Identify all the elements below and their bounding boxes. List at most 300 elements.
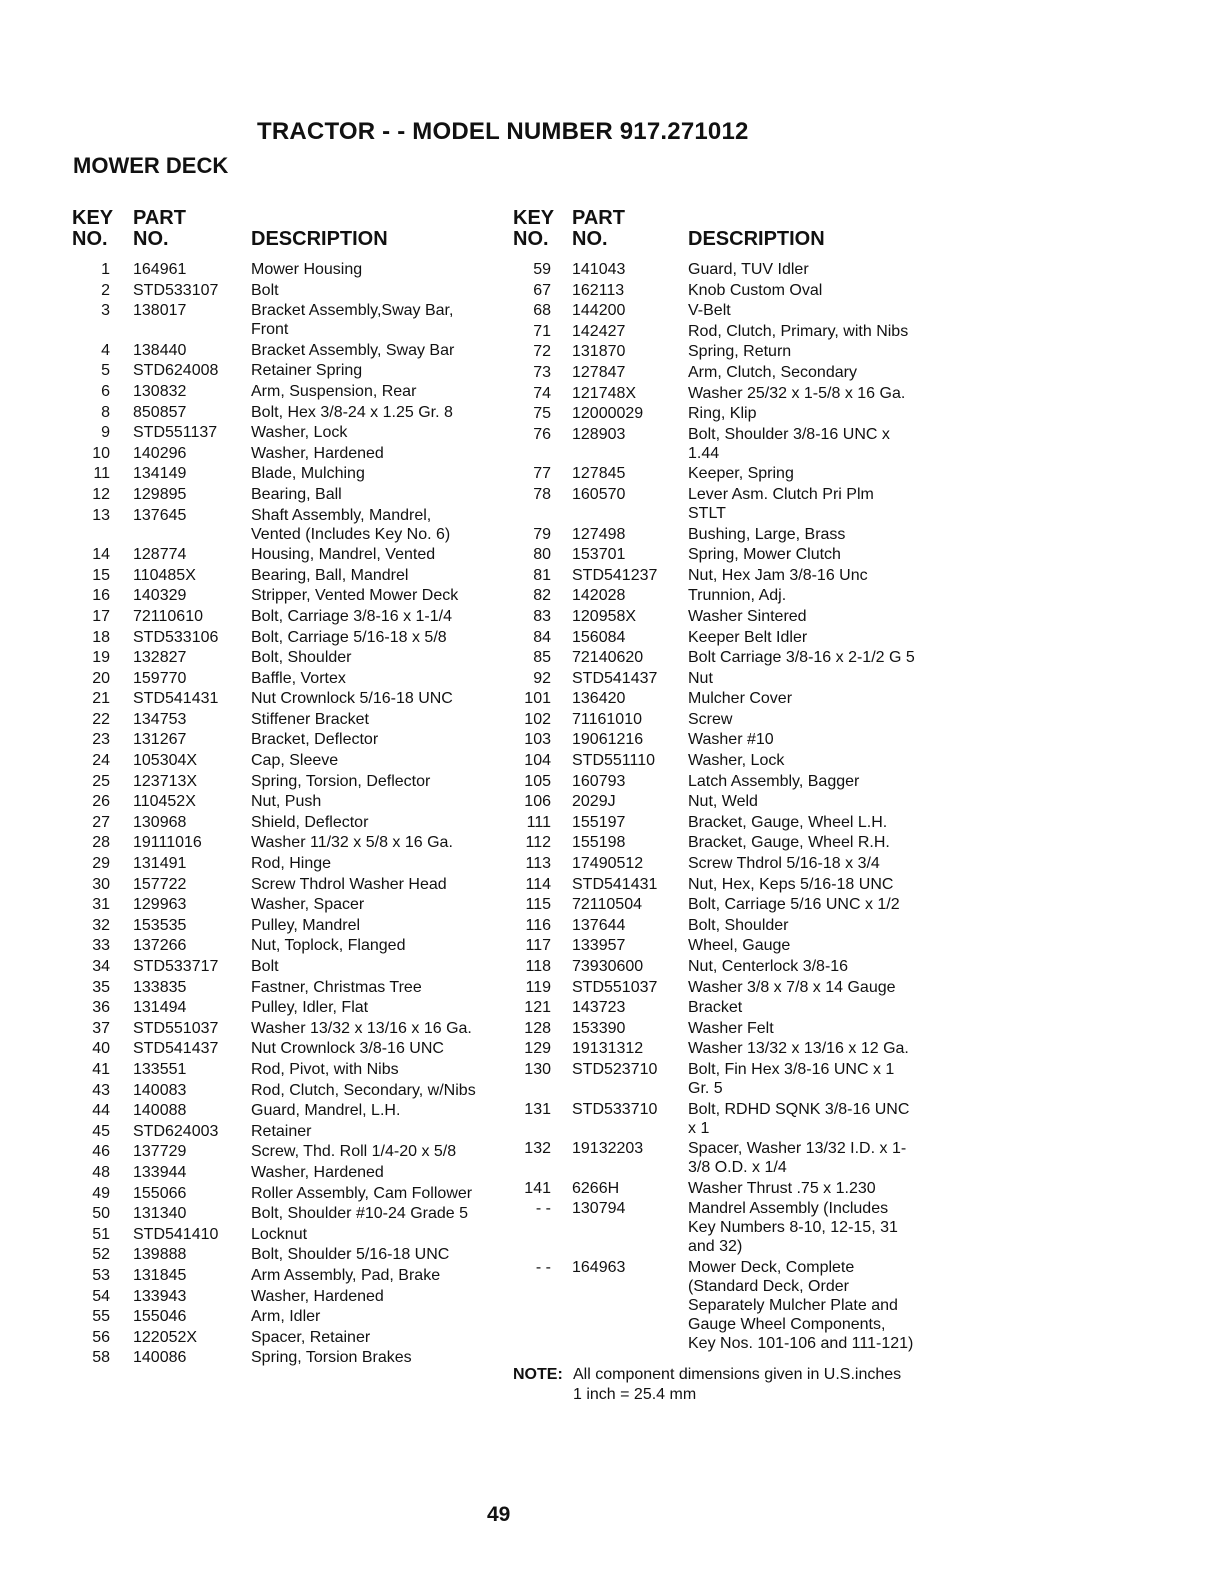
part-number: 134753 (133, 710, 187, 728)
table-row (70, 648, 500, 667)
part-number: STD523710 (572, 1060, 658, 1078)
part-number: 2029J (572, 793, 616, 811)
part-description: Bracket, Deflector (251, 731, 379, 749)
key-number: 34 (92, 958, 110, 975)
table-row (510, 833, 930, 852)
part-description: Bolt (251, 958, 279, 975)
part-number: 164963 (572, 1258, 626, 1276)
part-description: Lever Asm. Clutch Pri Plm STLT (688, 485, 874, 522)
table-row (70, 936, 500, 955)
part-number: 129963 (133, 896, 187, 914)
part-number: 139888 (133, 1246, 187, 1264)
part-number: STD541410 (133, 1225, 219, 1243)
header-part: PART (572, 207, 625, 229)
table-row (510, 342, 930, 361)
table-row (70, 978, 500, 997)
part-number: STD624003 (133, 1122, 219, 1140)
key-number: 106 (524, 793, 551, 811)
table-row (70, 1245, 500, 1264)
key-number: 30 (92, 875, 110, 893)
part-description: Washer Felt (688, 1019, 774, 1037)
header-key: KEY (72, 207, 114, 229)
part-description: Bolt, Shoulder #10-24 Grade 5 (251, 1205, 469, 1223)
part-description: Bolt, Fin Hex 3/8-16 UNC x 1 Gr. 5 (688, 1060, 895, 1097)
parts-list-left (70, 260, 500, 1367)
key-number: 15 (92, 566, 110, 584)
table-row (510, 792, 930, 811)
table-row (70, 403, 500, 422)
table-row (70, 566, 500, 585)
part-description: Washer Sintered (688, 607, 807, 625)
key-number: 114 (525, 875, 551, 893)
key-number: 82 (533, 587, 551, 605)
key-number: 45 (92, 1122, 110, 1140)
part-number: 130968 (133, 813, 187, 831)
header-key-no: NO. (513, 228, 549, 250)
key-number: 131 (524, 1100, 551, 1118)
part-description: Bolt, Carriage 3/8-16 x 1-1/4 (251, 607, 452, 625)
key-number: 68 (533, 302, 551, 320)
part-number: 72140620 (572, 649, 644, 667)
part-description: Keeper Belt Idler (688, 628, 808, 646)
part-number: 133551 (133, 1060, 187, 1078)
part-description: Bolt, Shoulder 3/8-16 UNC x 1.44 (688, 425, 890, 462)
table-row (70, 998, 500, 1017)
part-number: 850857 (133, 403, 187, 421)
table-row (510, 586, 930, 605)
key-number: 132 (524, 1140, 551, 1158)
part-description: Nut, Weld (688, 793, 758, 811)
part-description: Mower Deck, Complete (Standard Deck, Order Separately Mulcher Plate and Gauge Wheel Components, Key Nos. 101-106 and 111-121) (688, 1258, 914, 1352)
key-number: 29 (92, 855, 110, 873)
part-description: Bolt, Shoulder (688, 916, 789, 934)
part-number: 137266 (133, 937, 187, 955)
key-number: 54 (92, 1287, 110, 1305)
part-number: 137645 (133, 506, 187, 524)
part-description: Nut, Push (251, 793, 322, 811)
key-number: 23 (92, 731, 110, 749)
table-row (510, 1139, 930, 1177)
part-number: 160570 (572, 485, 626, 503)
key-number: 80 (533, 546, 551, 564)
part-number: 133944 (133, 1163, 187, 1181)
key-number: 56 (92, 1328, 110, 1346)
header-part-no: NO. (133, 228, 169, 250)
part-number: 153535 (133, 916, 187, 934)
section-title: MOWER DECK (73, 153, 229, 178)
table-row (70, 1204, 500, 1223)
key-number: 37 (92, 1019, 110, 1037)
table-row (510, 1039, 930, 1058)
table-row (70, 1328, 500, 1347)
part-number: 156084 (572, 628, 626, 646)
table-row (70, 1142, 500, 1161)
table-row (510, 281, 930, 300)
table-row (510, 916, 930, 935)
part-description: Rod, Clutch, Primary, with Nibs (688, 322, 909, 340)
part-number: 153701 (572, 546, 626, 564)
key-number: 46 (92, 1143, 110, 1161)
part-number: 130794 (572, 1200, 626, 1218)
table-row (70, 710, 500, 729)
part-number: STD541437 (133, 1040, 219, 1058)
part-number: 134149 (133, 465, 187, 483)
table-row (70, 772, 500, 791)
key-number: 141 (524, 1179, 551, 1197)
table-row (70, 607, 500, 626)
table-row (70, 423, 500, 442)
part-description: Pulley, Idler, Flat (251, 999, 369, 1017)
parts-column-right (510, 208, 930, 1355)
part-number: 144200 (572, 302, 626, 320)
part-description: Arm Assembly, Pad, Brake (251, 1266, 441, 1284)
part-description: Nut Crownlock 5/16-18 UNC (251, 690, 453, 708)
part-description: Roller Assembly, Cam Follower (251, 1184, 473, 1202)
key-number: 104 (524, 752, 551, 770)
part-description: Washer, Lock (688, 752, 785, 770)
table-row (70, 833, 500, 852)
key-number: 130 (524, 1060, 551, 1078)
key-number: 71 (533, 322, 551, 340)
key-number: 44 (92, 1102, 110, 1120)
key-number: 48 (92, 1163, 110, 1181)
part-description: Rod, Clutch, Secondary, w/Nibs (251, 1081, 476, 1099)
part-description: Nut (688, 669, 713, 687)
part-number: STD541431 (572, 875, 658, 893)
part-number: 137644 (572, 916, 626, 934)
key-number: 116 (525, 916, 551, 934)
part-number: 72110610 (133, 607, 203, 625)
part-number: 120958X (572, 607, 637, 625)
table-row (510, 648, 930, 667)
key-number: 8 (101, 403, 110, 421)
column-header (510, 208, 930, 256)
note-line-2: 1 inch = 25.4 mm (573, 1386, 697, 1403)
key-number: 105 (524, 772, 551, 790)
part-description: Nut, Hex, Keps 5/16-18 UNC (688, 875, 894, 893)
table-row (510, 607, 930, 626)
table-row (70, 1060, 500, 1079)
part-description: Arm, Clutch, Secondary (688, 363, 857, 381)
key-number: 16 (92, 587, 110, 605)
key-number: 22 (92, 710, 110, 728)
table-row (510, 464, 930, 483)
part-description: Blade, Mulching (251, 465, 365, 483)
part-description: Fastner, Christmas Tree (251, 978, 422, 996)
part-description: Spacer, Washer 13/32 I.D. x 1- 3/8 O.D. x 1/4 (688, 1140, 907, 1177)
key-number: 77 (533, 465, 551, 483)
part-number: 122052X (133, 1328, 198, 1346)
key-number: 81 (533, 566, 551, 584)
part-number: 140088 (133, 1102, 187, 1120)
key-number: 2 (101, 281, 110, 299)
part-description: Rod, Hinge (251, 855, 332, 873)
table-row (510, 566, 930, 585)
part-description: Nut, Centerlock 3/8-16 (688, 958, 849, 975)
part-number: 110452X (133, 793, 196, 811)
header-description: DESCRIPTION (688, 228, 825, 250)
part-number: 71161010 (572, 710, 642, 728)
table-row (70, 875, 500, 894)
part-number: 110485X (133, 566, 196, 584)
table-row (70, 669, 500, 688)
key-number: 83 (533, 607, 551, 625)
part-description: Bolt, Carriage 5/16-18 x 5/8 (251, 628, 447, 646)
part-number: 128903 (572, 425, 626, 443)
part-description: Spring, Return (688, 343, 792, 361)
key-number: 18 (92, 628, 110, 646)
part-number: 162113 (572, 281, 625, 299)
key-number: 25 (92, 772, 110, 790)
key-number: 102 (524, 710, 551, 728)
part-number: 133943 (133, 1287, 187, 1305)
part-description: Retainer Spring (251, 362, 363, 380)
key-number: 27 (92, 813, 110, 831)
table-row (70, 895, 500, 914)
table-row (510, 1100, 930, 1138)
part-description: Washer, Lock (251, 424, 348, 442)
part-number: STD533107 (133, 281, 219, 299)
part-number: 140086 (133, 1349, 187, 1367)
table-row (70, 689, 500, 708)
part-description: Spring, Torsion, Deflector (251, 772, 431, 790)
key-number: 79 (533, 525, 551, 543)
table-row (70, 382, 500, 401)
table-row (510, 545, 930, 564)
part-description: Washer, Hardened (251, 444, 384, 462)
part-description: Guard, TUV Idler (688, 261, 809, 278)
part-number: 164961 (133, 261, 187, 278)
part-number: 131267 (133, 731, 187, 749)
table-row (70, 628, 500, 647)
table-row (70, 1266, 500, 1285)
part-description: Nut, Hex Jam 3/8-16 Unc (688, 566, 868, 584)
table-row (510, 1258, 930, 1353)
part-description: Bracket, Gauge, Wheel L.H. (688, 813, 888, 831)
key-number: 53 (92, 1266, 110, 1284)
part-description: Nut Crownlock 3/8-16 UNC (251, 1040, 444, 1058)
part-number: STD533717 (133, 958, 219, 975)
part-description: Stripper, Vented Mower Deck (251, 587, 459, 605)
key-number: 58 (92, 1349, 110, 1367)
key-number: 43 (92, 1081, 110, 1099)
part-number: STD551137 (133, 424, 218, 442)
part-number: 73930600 (572, 958, 644, 975)
part-description: Washer Thrust .75 x 1.230 (688, 1179, 876, 1197)
part-number: 131870 (572, 343, 626, 361)
table-row (70, 1101, 500, 1120)
part-number: 121748X (572, 384, 637, 402)
part-description: Bracket Assembly,Sway Bar, Front (251, 302, 454, 339)
table-row (510, 978, 930, 997)
part-description: Bolt (251, 281, 279, 299)
key-number: 4 (101, 341, 110, 359)
table-row (70, 341, 500, 360)
part-number: 128774 (133, 546, 187, 564)
part-description: Washer #10 (688, 731, 774, 749)
table-row (70, 1225, 500, 1244)
part-description: Bolt, Shoulder (251, 649, 352, 667)
key-number: 129 (524, 1040, 551, 1058)
part-number: 131494 (133, 999, 187, 1017)
part-number: STD541237 (572, 566, 658, 584)
part-number: 155198 (572, 834, 626, 852)
part-number: 159770 (133, 669, 187, 687)
part-description: Bolt, Hex 3/8-24 x 1.25 Gr. 8 (251, 403, 453, 421)
header-key: KEY (513, 207, 555, 229)
part-number: 19061216 (572, 731, 644, 749)
key-number: 92 (533, 669, 551, 687)
table-row (510, 404, 930, 423)
table-row (70, 586, 500, 605)
table-row (510, 689, 930, 708)
key-number: 59 (533, 261, 551, 278)
part-description: Screw Thdrol Washer Head (251, 875, 447, 893)
part-number: STD624008 (133, 362, 219, 380)
table-row (510, 301, 930, 320)
part-description: Bearing, Ball (251, 485, 342, 503)
table-row (510, 1060, 930, 1098)
part-number: 141043 (572, 261, 626, 278)
table-row (70, 545, 500, 564)
part-number: 138440 (133, 341, 187, 359)
key-number: 19 (92, 649, 110, 667)
part-number: STD551037 (133, 1019, 219, 1037)
header-description: DESCRIPTION (251, 228, 388, 250)
part-number: 155066 (133, 1184, 187, 1202)
part-number: STD541437 (572, 669, 658, 687)
part-description: Bolt, Carriage 5/16 UNC x 1/2 (688, 896, 900, 914)
page-title: TRACTOR - - MODEL NUMBER 917.271012 (257, 118, 749, 145)
table-row (70, 464, 500, 483)
part-number: 131491 (133, 855, 187, 873)
table-row (70, 730, 500, 749)
key-number: 11 (93, 465, 110, 483)
key-number: 35 (92, 978, 110, 996)
table-row (70, 916, 500, 935)
part-number: 160793 (572, 772, 626, 790)
key-number: 84 (533, 628, 551, 646)
part-number: 72110504 (572, 896, 642, 914)
part-description: Arm, Suspension, Rear (251, 382, 417, 400)
part-description: Keeper, Spring (688, 465, 794, 483)
part-description: Washer, Spacer (251, 896, 365, 914)
part-number: 133835 (133, 978, 187, 996)
key-number: 13 (92, 506, 110, 524)
key-number: 85 (533, 649, 551, 667)
part-description: Screw Thdrol 5/16-18 x 3/4 (688, 855, 880, 873)
part-number: 123713X (133, 772, 198, 790)
key-number: 103 (524, 731, 551, 749)
page-number: 49 (487, 1503, 511, 1526)
part-description: Bolt Carriage 3/8-16 x 2-1/2 G 5 (688, 649, 915, 667)
part-number: 138017 (133, 302, 187, 320)
part-description: Bracket Assembly, Sway Bar (251, 341, 455, 359)
table-row (70, 485, 500, 504)
table-row (510, 772, 930, 791)
part-number: 140329 (133, 587, 187, 605)
part-number: 155046 (133, 1308, 187, 1326)
table-row (510, 425, 930, 463)
key-number: 9 (101, 424, 110, 442)
part-number: 131340 (133, 1205, 187, 1223)
dimension-note (513, 1365, 901, 1405)
table-row (70, 301, 500, 339)
table-row (70, 1184, 500, 1203)
part-description: Washer 3/8 x 7/8 x 14 Gauge (688, 978, 896, 996)
key-number: 128 (524, 1019, 551, 1037)
part-number: STD533106 (133, 628, 219, 646)
part-description: Washer, Hardened (251, 1287, 384, 1305)
part-number: 131845 (133, 1266, 187, 1284)
key-number: 72 (533, 343, 551, 361)
table-row (510, 628, 930, 647)
table-row (510, 669, 930, 688)
key-number: 36 (92, 999, 110, 1017)
part-number: STD541431 (133, 690, 219, 708)
key-number: 40 (92, 1040, 110, 1058)
part-number: 19132203 (572, 1140, 644, 1158)
part-description: Bracket (688, 999, 743, 1017)
key-number: 5 (101, 362, 110, 380)
part-number: 142028 (572, 587, 626, 605)
key-number: 112 (525, 834, 551, 852)
table-row (510, 1199, 930, 1256)
part-description: Retainer (251, 1122, 312, 1140)
part-description: Shaft Assembly, Mandrel, Vented (Includes Key No. 6) (251, 506, 451, 543)
table-row (510, 813, 930, 832)
table-row (70, 792, 500, 811)
part-number: 140083 (133, 1081, 187, 1099)
table-row (510, 895, 930, 914)
key-number: 78 (533, 485, 551, 503)
part-description: Arm, Idler (251, 1308, 321, 1326)
part-description: Washer 13/32 x 13/16 x 16 Ga. (251, 1019, 472, 1037)
part-description: Mower Housing (251, 261, 363, 278)
key-number: 6 (101, 382, 110, 400)
part-description: Cap, Sleeve (251, 752, 339, 770)
part-description: Bolt, Shoulder 5/16-18 UNC (251, 1246, 450, 1264)
part-number: 133957 (572, 937, 626, 955)
part-description: Knob Custom Oval (688, 281, 823, 299)
part-number: 127845 (572, 465, 626, 483)
key-number: 41 (92, 1060, 110, 1078)
part-number: 17490512 (572, 855, 644, 873)
table-row (510, 384, 930, 403)
part-number: 6266H (572, 1179, 620, 1197)
part-description: Mandrel Assembly (Includes Key Numbers 8-10, 12-15, 31 and 32) (688, 1200, 898, 1256)
table-row (70, 1163, 500, 1182)
table-row (510, 998, 930, 1017)
part-number: STD533710 (572, 1100, 658, 1118)
table-row (510, 936, 930, 955)
part-description: Shield, Deflector (251, 813, 369, 831)
key-number: 51 (92, 1225, 110, 1243)
table-row (510, 751, 930, 770)
table-row (510, 1179, 930, 1198)
key-number: 75 (533, 405, 551, 423)
part-description: Wheel, Gauge (688, 937, 791, 955)
part-number: 157722 (133, 875, 187, 893)
table-row (70, 1348, 500, 1367)
table-row (70, 1287, 500, 1306)
key-number: 74 (533, 384, 551, 402)
key-number: 21 (92, 690, 110, 708)
part-description: Screw, Thd. Roll 1/4-20 x 5/8 (251, 1143, 457, 1161)
key-number: - - (535, 1258, 551, 1276)
note-label: NOTE: (513, 1366, 563, 1383)
header-key-no: NO. (72, 228, 108, 250)
